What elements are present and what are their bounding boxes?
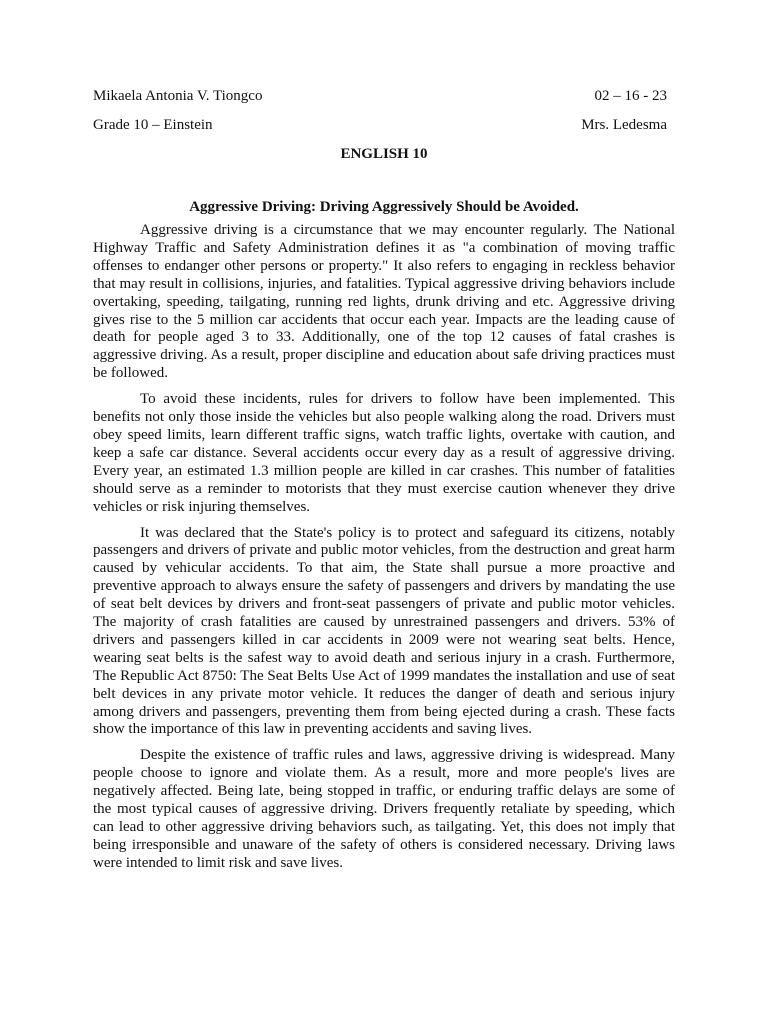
student-name: Mikaela Antonia V. Tiongco [93, 88, 263, 104]
document-content [93, 86, 675, 881]
course-title: ENGLISH 10 [340, 146, 428, 162]
essay-paragraph-1: Aggressive driving is a circumstance that we may encounter regularly. The National Highway Traffic and Safety Administration defines it as "a combination of moving traffic offenses to endanger other persons or property." It also refers to engaging in reckless behavior that may result in collisions, injuries, and fatalities. Typical aggressive driving behaviors include overtaking, speeding, tailgating, running red lights, drunk driving and etc. Aggressive driving gives rise to the 5 million car accidents that occur each year. Impacts are the leading cause of death for people aged 3 to 33. Additionally, one of the top 12 causes of fatal crashes is aggressive driving. As a result, proper discipline and education about safe driving practices must be followed. [93, 222, 675, 382]
date: 02 – 16 - 23 [594, 88, 667, 104]
essay-title: Aggressive Driving: Driving Aggressively Should be Avoided. [189, 199, 579, 215]
essay-paragraph-3: It was declared that the State's policy is to protect and safeguard its citizens, notably passengers and drivers of private and public motor vehicles, from the destruction and great harm caused by vehicular accidents. To that aim, the State shall pursue a more proactive and preventive approach to always ensure the safety of passengers and drivers by mandating the use of seat belt devices by drivers and front-seat passengers of private and public motor vehicles. The majority of crash fatalities are caused by unrestrained passengers and drivers. 53% of drivers and passengers killed in car accidents in 2009 were not wearing seat belts. Hence, wearing seat belts is the safest way to avoid death and serious injury in a crash. Furthermore, The Republic Act 8750: The Seat Belts Use Act of 1999 mandates the installation and use of seat belt devices in any private motor vehicle. It reduces the danger of death and serious injury among drivers and passengers, preventing them from being ejected during a crash. These facts show the importance of this law in preventing accidents and saving lives. [93, 524, 675, 738]
header-row-grade-teacher [93, 115, 675, 135]
teacher-name: Mrs. Ledesma [581, 117, 667, 133]
header-row-name-date [93, 86, 675, 106]
essay-paragraph-4: Despite the existence of traffic rules and laws, aggressive driving is widespread. Many people choose to ignore and violate them. As a result, more and more people's lives are negatively affected. Being late, being stopped in traffic, or enduring traffic delays are some of the most typical causes of aggressive driving. Drivers frequently retaliate by speeding, which can lead to other aggressive driving behaviors such, as tailgating. Yet, this does not imply that being irresponsible and unaware of the safety of others is considered necessary. Driving laws were intended to limit risk and save lives. [93, 747, 675, 871]
essay-paragraph-2: To avoid these incidents, rules for drivers to follow have been implemented. This benefits not only those inside the vehicles but also people walking along the road. Drivers must obey speed limits, learn different traffic signs, watch traffic lights, overtake with caution, and keep a safe car distance. Several accidents occur every day as a result of aggressive driving. Every year, an estimated 1.3 million people are killed in car crashes. This number of fatalities should serve as a reminder to motorists that they must exercise caution whenever they drive vehicles or risk injuring themselves. [93, 391, 675, 515]
grade-section: Grade 10 – Einstein [93, 117, 213, 133]
